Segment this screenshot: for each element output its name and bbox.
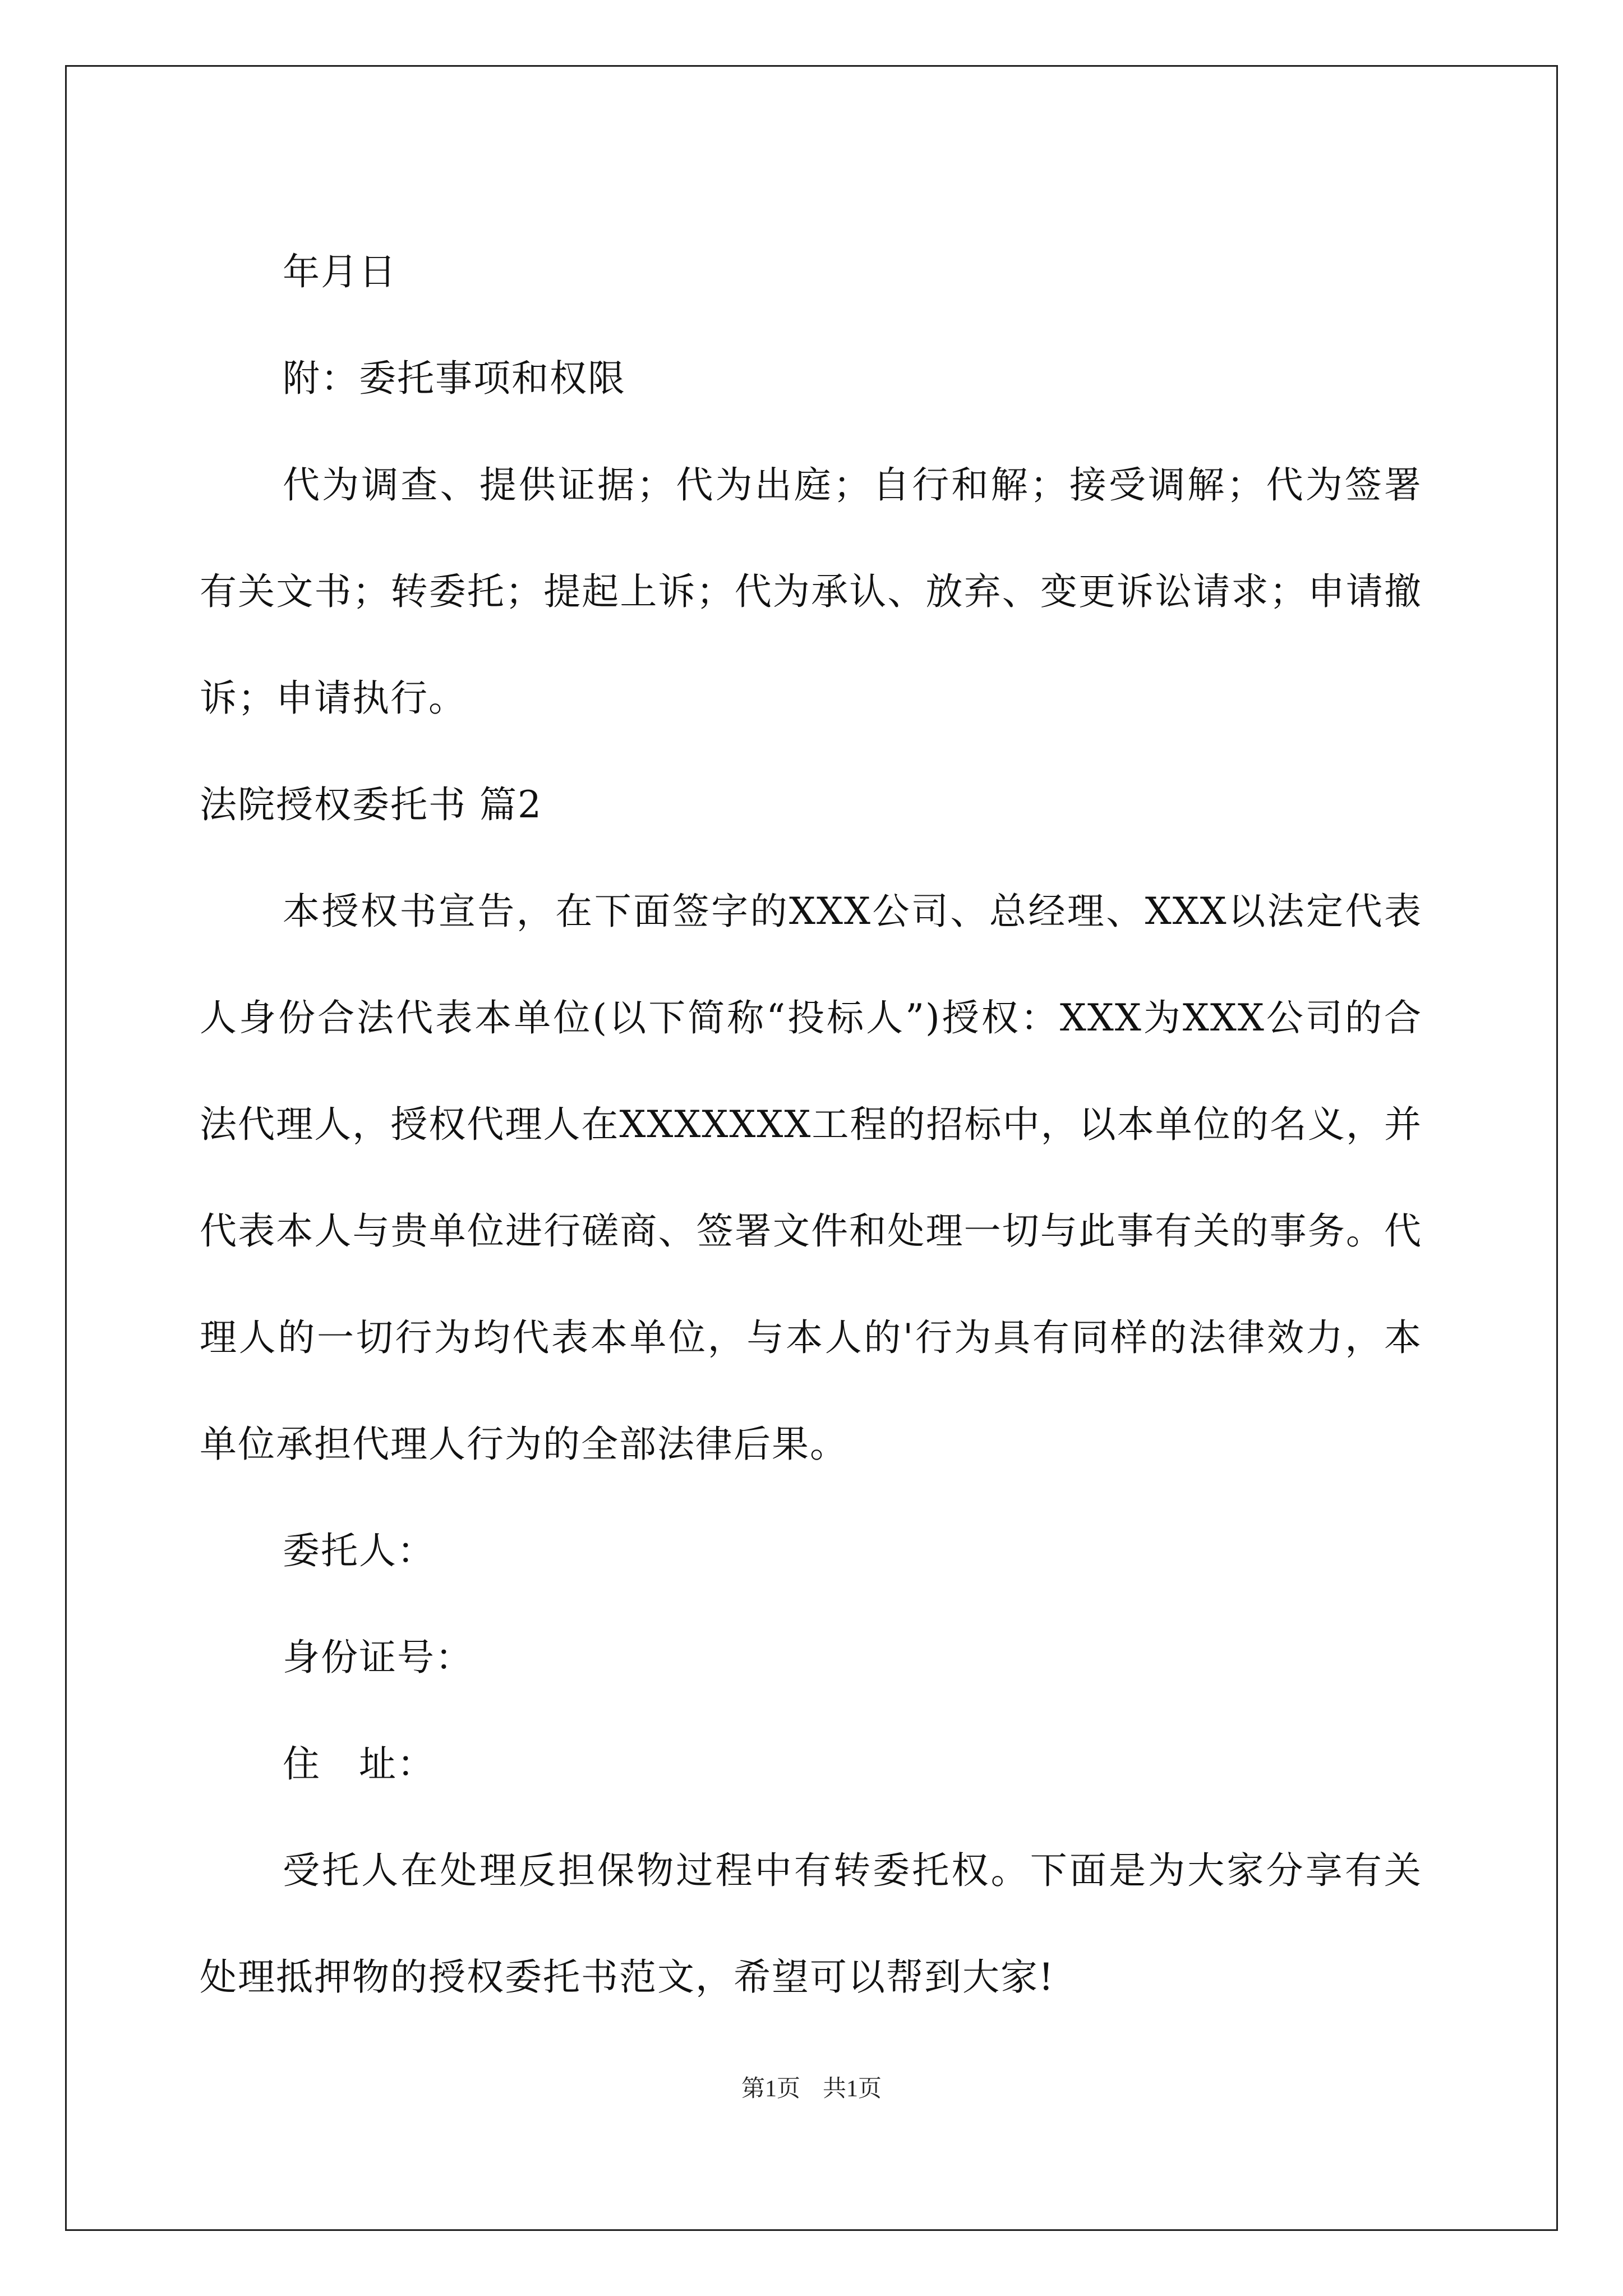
closing-paragraph: 受托人在处理反担保物过程中有转委托权。下面是为大家分享有关处理抵押物的授权委托书范文，希望可以帮到大家!	[200, 1849, 1422, 1999]
date-line: 年月日	[283, 250, 397, 293]
document-body	[200, 219, 1422, 2031]
page-total: 共1页	[823, 2076, 882, 2102]
delegated-matters-paragraph: 代为调查、提供证据；代为出庭；自行和解；接受调解；代为签署有关文书；转委托；提起上诉；代为承认、放弃、变更诉讼请求；申请撤诉；申请执行。	[200, 463, 1422, 720]
section-heading: 法院授权委托书 篇2	[200, 783, 542, 826]
principal-field: 委托人：	[283, 1529, 435, 1572]
address-field: 住 址：	[283, 1742, 435, 1786]
authorization-paragraph: 本授权书宣告，在下面签字的XXX公司、总经理、XXX以法定代表人身份合法代表本单位(以下简称“投标人”)授权：XXX为XXX公司的合法代理人，授权代理人在XXXXXXX工程的招标中，以本单位的名义，并代表本人与贵单位进行磋商、签署文件和处理一切与此事有关的事务。代理人的一切行为均代表本单位，与本人的'行为具有同样的法律效力，本单位承担代理人行为的全部法律后果。	[200, 890, 1422, 1466]
page-footer	[0, 2070, 1623, 2104]
appendix-heading: 附：委托事项和权限	[283, 357, 626, 400]
page-number: 第1页	[741, 2076, 800, 2102]
id-number-field: 身份证号：	[283, 1636, 473, 1679]
